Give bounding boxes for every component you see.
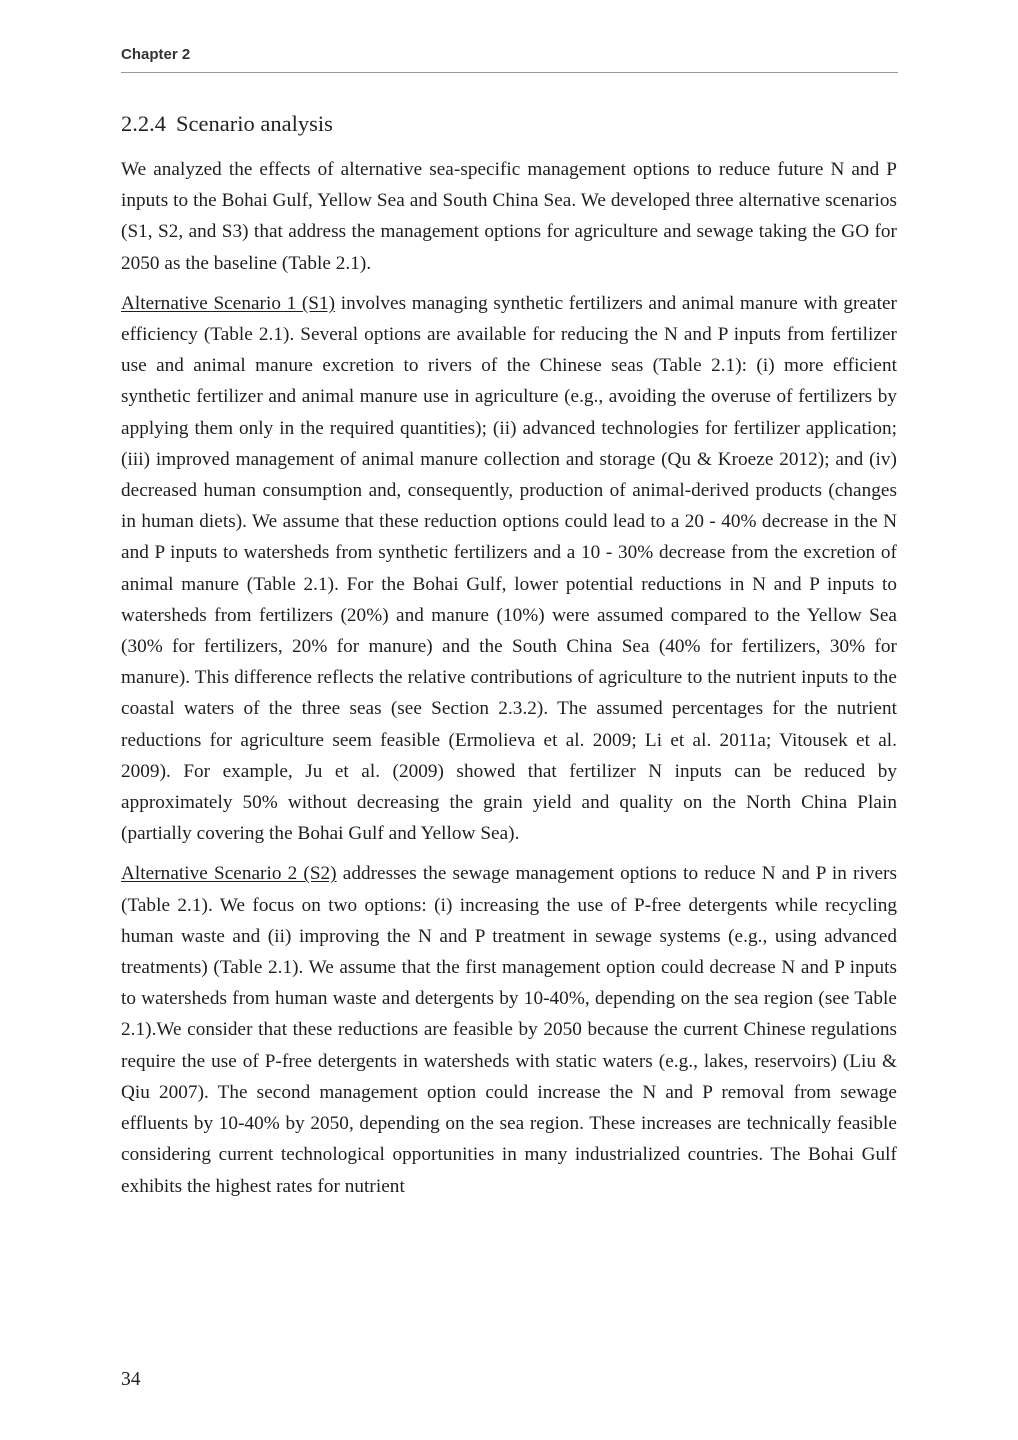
- paragraph-intro-text: We analyzed the effects of alternative sea-specific management options to reduce future N and P inputs to the Bohai Gulf, Yellow Sea and South China Sea. We developed three alternative scenarios (S1, S2, and S3) that address the management options for agriculture and sewage taking the GO for 2050 as the baseline (Table 2.1).: [121, 159, 897, 274]
- scenario-2-label: Alternative Scenario 2 (S2): [121, 863, 337, 885]
- page-number: 34: [121, 1369, 141, 1390]
- section-title-text: Scenario analysis: [176, 111, 333, 136]
- section-number: 2.2.4: [121, 111, 166, 136]
- running-header-chapter: Chapter 2: [121, 46, 191, 63]
- body-text: [121, 154, 897, 1304]
- paragraph-intro: [121, 154, 897, 279]
- paragraph-scenario-2-text: addresses the sewage management options to reduce N and P in rivers (Table 2.1). We focus on two options: (i) increasing the use of P-free detergents while recycling human waste and (ii) improving the N and P treatment in sewage systems (e.g., using advanced treatments) (Table 2.1). We assume that the first management option could decrease N and P inputs to watersheds from human waste and detergents by 10-40%, depending on the sea region (see Table 2.1).We consider that these reductions are feasible by 2050 because the current Chinese regulations require the use of P-free detergents in watersheds with static waters (e.g., lakes, reservoirs) (Liu & Qiu 2007). The second management option could increase the N and P removal from sewage effluents by 10-40% by 2050, depending on the sea region. These increases are technically feasible considering current technological opportunities in many industrialized countries. The Bohai Gulf exhibits the highest rates for nutrient: [121, 863, 897, 1197]
- scenario-1-label: Alternative Scenario 1 (S1): [121, 292, 336, 314]
- paragraph-scenario-1: [121, 288, 897, 850]
- section-heading: [121, 111, 333, 137]
- header-divider: [121, 72, 898, 73]
- paragraph-scenario-2: [121, 858, 897, 1201]
- paragraph-scenario-1-text: involves managing synthetic fertilizers and animal manure with greater efficiency (Table 2.1). Several options are available for reducing the N and P inputs from fertilizer use and animal manure excretion to rivers of the Chinese seas (Table 2.1): (i) more efficient synthetic fertilizer and animal manure use in agriculture (e.g., avoiding the overuse of fertilizers by applying them only in the required quantities); (ii) advanced technologies for fertilizer application; (iii) improved management of animal manure collection and storage (Qu & Kroeze 2012); and (iv) decreased human consumption and, consequently, production of animal-derived products (changes in human diets). We assume that these reduction options could lead to a 20 - 40% decrease in the N and P inputs to watersheds from synthetic fertilizers and a 10 - 30% decrease from the excretion of animal manure (Table 2.1). For the Bohai Gulf, lower potential reductions in N and P inputs to watersheds from fertilizers (20%) and manure (10%) were assumed compared to the Yellow Sea (30% for fertilizers, 20% for manure) and the South China Sea (40% for fertilizers, 30% for manure). This difference reflects the relative contributions of agriculture to the nutrient inputs to the coastal waters of the three seas (see Section 2.3.2). The assumed percentages for the nutrient reductions for agriculture seem feasible (Ermolieva et al. 2009; Li et al. 2011a; Vitousek et al. 2009). For example, Ju et al. (2009) showed that fertilizer N inputs can be reduced by approximately 50% without decreasing the grain yield and quality on the North China Plain (partially covering the Bohai Gulf and Yellow Sea).: [121, 292, 897, 845]
